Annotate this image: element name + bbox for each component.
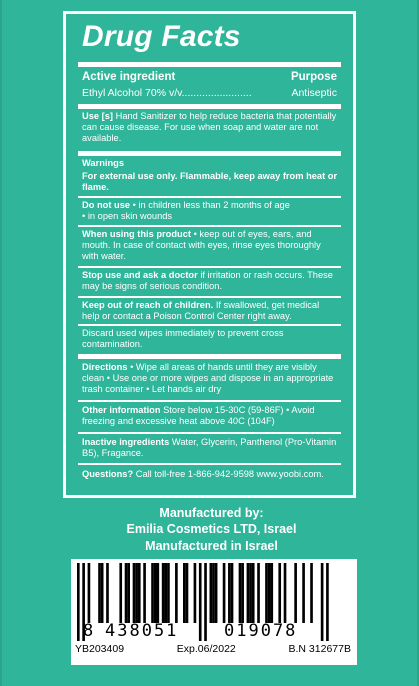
directions-label: Directions (82, 362, 128, 372)
barcode-panel (71, 559, 357, 665)
discard-note: Discard used wipes immediately to prevent cross contamination. (82, 328, 284, 350)
divider (78, 196, 341, 198)
barcode-bar (215, 563, 218, 623)
barcode-right-group: 019078 (224, 621, 298, 641)
barcode-bar (125, 563, 128, 623)
barcode-bar (228, 563, 231, 623)
barcode-bar (88, 563, 91, 623)
other-info-label: Other information (82, 405, 161, 415)
barcode-bar (268, 563, 271, 623)
warnings-section (82, 158, 339, 169)
keep-out-of-reach-section: Keep out of reach of children. If swallowed, get medical help or contact a Poison Control Center right away. (82, 300, 320, 322)
flammable-warning: For external use only. Flammable, keep away from heat or flame. (82, 171, 338, 193)
divider (78, 400, 341, 402)
stop-use-label: Stop use and ask a doctor (82, 270, 198, 280)
ingredient-purpose: Antiseptic (291, 87, 337, 99)
barcode-bar (119, 563, 122, 623)
barcode-left-group: 438051 (105, 621, 179, 641)
divider (78, 432, 341, 434)
barcode-bar (284, 563, 287, 623)
active-ingredient-header-row (82, 71, 337, 83)
when-using-section: When using this product • keep out of eyes, ears, and mouth. In case of contact with eyes, rinse eyes thoroughly with water. (82, 229, 321, 262)
uses-section (82, 111, 339, 145)
barcode-guard-bar (326, 563, 329, 641)
barcode-bar (247, 563, 250, 623)
barcode-bar (162, 563, 165, 623)
barcode-bar (294, 563, 297, 623)
barcode-bar (135, 563, 138, 623)
barcode-bar (154, 563, 157, 623)
barcode-guard-bar (77, 563, 80, 641)
divider (78, 225, 341, 227)
barcode-bar (210, 563, 213, 623)
barcode-bar (133, 563, 136, 623)
uses-text: Hand Sanitizer to help reduce bacteria that potentially can cause disease. For use when soap and water are not available. (82, 111, 337, 144)
barcode-bar (127, 563, 130, 623)
barcode-bar (175, 563, 178, 623)
uses-label: Use [s] (82, 111, 114, 121)
ingredient-row (82, 87, 337, 99)
purpose-heading: Purpose (290, 71, 337, 83)
barcode-bar (270, 563, 273, 623)
barcode-bar (278, 563, 281, 623)
drug-facts-panel (63, 11, 356, 498)
barcode-bar (265, 563, 268, 623)
barcode-bar (231, 563, 234, 623)
divider (78, 324, 341, 326)
barcode-guard-bar (321, 563, 324, 641)
divider (78, 463, 341, 465)
ingredient-name: Ethyl Alcohol 70% v/v........................ (82, 87, 252, 99)
do-not-use-section: Do not use • in children less than 2 months of age • in open skin wounds (82, 200, 290, 222)
expiry-date: Exp.06/2022 (176, 643, 236, 655)
barcode-bar (194, 563, 197, 623)
manufacturer-name: Emilia Cosmetics LTD, Israel (126, 522, 297, 536)
inactive-label: Inactive ingredients (82, 437, 170, 447)
other-information-section: Other information Store below 15-30C (59-86F) • Avoid freezing and excessive heat above 40C (104F) (82, 405, 315, 427)
barcode-bar (143, 563, 146, 623)
barcode-guard-bar (199, 563, 202, 641)
batch-number: B.N 312677B (288, 643, 351, 655)
barcode-bar (138, 563, 141, 623)
divider (78, 151, 341, 156)
barcode-bar (241, 563, 244, 623)
keep-out-label: Keep out of reach of children. (82, 300, 214, 310)
divider (78, 266, 341, 268)
barcode-bar (164, 563, 167, 623)
do-not-use-label: Do not use (82, 200, 131, 210)
barcode-bar (252, 563, 255, 623)
barcode-footer (75, 643, 351, 655)
barcode-bar (101, 563, 104, 623)
directions-section: Directions • Wipe all areas of hands until they are visibly clean • Use one or more wipes and dispose in an appropriate trash container • Let hands air dry (82, 362, 334, 395)
warnings-heading: Warnings (82, 158, 125, 168)
drug-facts-title: Drug Facts (82, 20, 241, 53)
divider (78, 104, 341, 109)
barcode-bar (157, 563, 160, 623)
barcode-guard-bar (204, 563, 207, 641)
barcode-bar (98, 563, 101, 623)
questions-label: Questions? (82, 469, 134, 479)
country-of-manufacture: Manufactured in Israel (145, 539, 278, 553)
questions-section: Questions? Call toll-free 1-866-942-9598 www.yoobi.com. (82, 469, 324, 479)
divider (78, 62, 341, 67)
divider (78, 296, 341, 298)
barcode-bar (249, 563, 252, 623)
barcode-bar (257, 563, 260, 623)
stop-use-section: Stop use and ask a doctor if irritation or rash occurs. These may be signs of serious condition. (82, 270, 333, 292)
barcode-bar (310, 563, 313, 623)
barcode-bar (302, 563, 305, 623)
manufactured-by-heading: Manufactured by: (159, 506, 264, 520)
barcode-bar (183, 563, 186, 623)
barcode-bar (212, 563, 215, 623)
barcode-first-digit: 8 (83, 621, 96, 641)
barcode-bar (223, 563, 226, 623)
active-ingredient-heading: Active ingredient (82, 71, 176, 83)
barcode-bar (186, 563, 189, 623)
barcode-bar (239, 563, 242, 623)
inactive-ingredients-section: Inactive ingredients Water, Glycerin, Panthenol (Pro-Vitamin B5), Fragance. (82, 437, 337, 459)
barcode-bar (151, 563, 154, 623)
barcode-bar (167, 563, 170, 623)
lot-number: YB203409 (75, 643, 125, 655)
when-using-label: When using this product (82, 229, 191, 239)
divider (78, 354, 341, 359)
barcode-bar (106, 563, 109, 623)
